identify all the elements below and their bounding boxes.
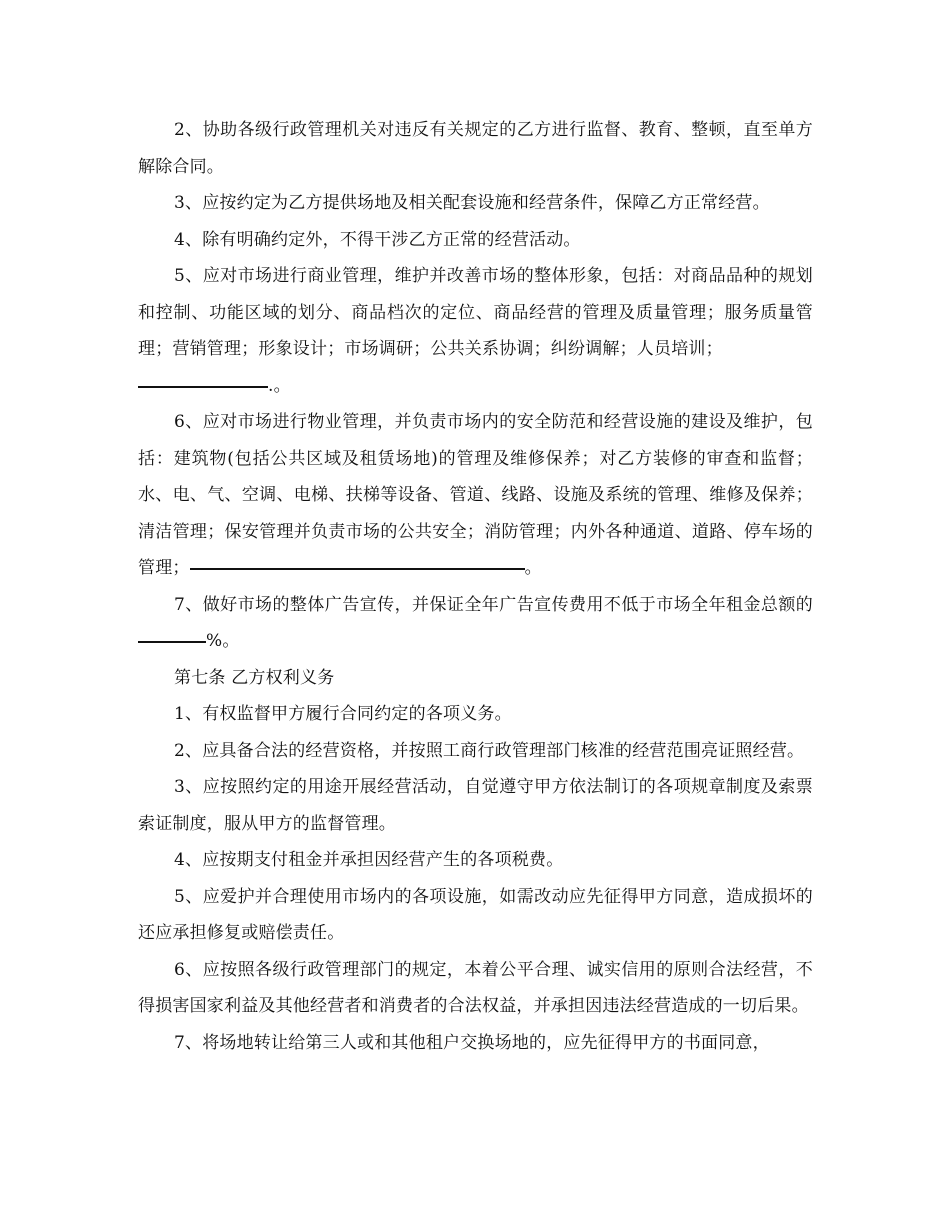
section-heading	[138, 660, 813, 697]
paragraph-b3	[138, 769, 813, 842]
paragraph-b7	[138, 1025, 813, 1062]
fill-in-blank	[190, 551, 525, 571]
paragraph-b2	[138, 733, 813, 770]
fill-in-blank	[138, 624, 206, 644]
paragraph-b4	[138, 842, 813, 879]
paragraph-tail: 。	[524, 558, 542, 578]
paragraph-text: 6、应按照各级行政管理部门的规定，本着公平合理、诚实信用的原则合法经营，不得损害国家利益及其他经营者和消费者的合法权益，并承担因违法经营造成的一切后果。	[138, 959, 813, 1016]
paragraph-tail: %。	[206, 631, 240, 651]
paragraph-b1	[138, 696, 813, 733]
paragraph-text: 2、协助各级行政管理机关对违反有关规定的乙方进行监督、教育、整顿，直至单方解除合同。	[138, 120, 813, 177]
paragraph-text: 2、应具备合法的经营资格，并按照工商行政管理部门核准的经营范围亮证照经营。	[174, 740, 805, 761]
paragraph-text: 4、除有明确约定外，不得干涉乙方正常的经营活动。	[174, 229, 581, 250]
paragraph-text: 5、应对市场进行商业管理，维护并改善市场的整体形象，包括：对商品品种的规划和控制、功能区域的划分、商品档次的定位、商品经营的管理及质量管理；服务质量管理；营销管理；形象设计；市场调研；公共关系协调；纠纷调解；人员培训；	[138, 266, 813, 359]
document-body	[138, 112, 813, 1061]
paragraph-text: 3、应按约定为乙方提供场地及相关配套设施和经营条件，保障乙方正常经营。	[174, 193, 770, 213]
paragraph-5	[138, 258, 813, 404]
fill-in-blank	[138, 368, 268, 388]
paragraph-3	[138, 185, 813, 222]
paragraph-text: 1、有权监督甲方履行合同约定的各项义务。	[174, 704, 512, 724]
paragraph-text: 6、应对市场进行物业管理，并负责市场内的安全防范和经营设施的建设及维护，包括：建筑物(包括公共区域及租赁场地)的管理及维修保养；对乙方装修的审查和监督；水、电、气、空调、电梯、扶梯等设备、管道、线路、设施及系统的管理、维修及保养；清洁管理；保安管理并负责市场的公共安全；消防管理；内外各种通道、道路、停车场的管理；	[138, 412, 813, 578]
paragraph-text: 7、做好市场的整体广告宣传，并保证全年广告宣传费用不低于市场全年租金总额的	[174, 594, 813, 615]
paragraph-tail: .。	[268, 375, 291, 396]
paragraph-text: 5、应爱护并合理使用市场内的各项设施，如需改动应先征得甲方同意，造成损坏的还应承担修复或赔偿责任。	[138, 886, 813, 943]
paragraph-6	[138, 404, 813, 587]
paragraph-7	[138, 587, 813, 660]
paragraph-4	[138, 222, 813, 259]
paragraph-text: 7、将场地转让给第三人或和其他租户交换场地的，应先征得甲方的书面同意，	[174, 1032, 770, 1053]
paragraph-2	[138, 112, 813, 185]
heading-text: 第七条 乙方权利义务	[174, 667, 335, 688]
paragraph-text: 4、应按期支付租金并承担因经营产生的各项税费。	[174, 850, 564, 870]
paragraph-text: 3、应按照约定的用途开展经营活动，自觉遵守甲方依法制订的各项规章制度及索票索证制度，服从甲方的监督管理。	[138, 777, 813, 834]
paragraph-b6	[138, 952, 813, 1025]
paragraph-b5	[138, 879, 813, 952]
